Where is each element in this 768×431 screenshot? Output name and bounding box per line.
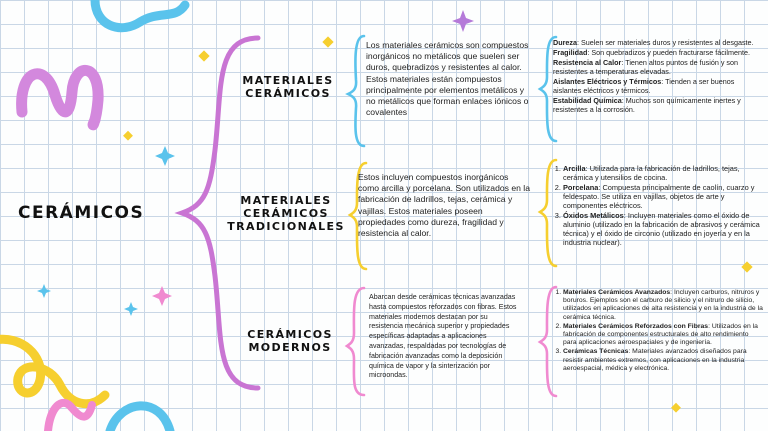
section-title-ceramicos-modernos: CERÁMICOS MODERNOS xyxy=(247,328,333,354)
section-description-2: Estos incluyen compuestos inorgánicos como arcilla y porcelana. Son utilizados en la fabricación de ladrillos, tejas, cerámica y vajillas. Estos materiales poseen propiedades como dureza, fragilidad y resistencia al calor. xyxy=(358,172,530,239)
page-title: CERÁMICOS xyxy=(18,203,145,223)
section-description-1: Los materiales cerámicos son compuestos inorgánicos no metálicos que suelen ser duros, quebradizos y resistentes al calor. Estos materiales están compuestos principalmente por elementos metálicos y no metálicos que forman enlaces iónicos o covalentes xyxy=(366,40,529,118)
detail-item: Resistencia al Calor: Tienen altos puntos de fusión y son resistentes a temperaturas elevadas. xyxy=(553,58,739,77)
blue-swirl-decoration xyxy=(95,0,185,28)
yellow-swirl-decoration xyxy=(0,339,105,403)
bracket-3 xyxy=(347,288,364,395)
bracket-1 xyxy=(348,36,364,146)
detail-item: 2. Materiales Cerámicos Reforzados con Fibras: Utilizados en la fabricación de componentes estructurales de alto rendimiento para aplicaciones aeroespaciales y de ingeniería. xyxy=(563,323,763,348)
section-title-materiales-ceramicos-tradicionales: MATERIALES CERÁMICOS TRADICIONALES xyxy=(227,194,345,233)
detail-item: 3. Óxidos Metálicos: Incluyen materiales como el óxido de aluminio (utilizado en la fabricación de abrasivos y cerámica técnica) y el óxido de circonio (utilizado en joyería y en la industria nuclear). xyxy=(563,211,761,247)
detail-item: Fragilidad: Son quebradizos y pueden fracturarse fácilmente. xyxy=(553,48,750,58)
detail-item: Estabilidad Química: Muchos son químicamente inertes y resistentes a la corrosión. xyxy=(553,96,741,114)
section-description-3: Abarcan desde cerámicas técnicas avanzadas hasta compuestos reforzados con fibras. Estos materiales modernos destacan por su resistencia mecánica superior y propiedades específicas adaptadas a aplicaciones avanzadas, respaldadas por tecnologías de fabricación avanzadas como la deposición química de vapor y la sinterización por microondas. xyxy=(369,293,517,380)
section-title-materiales-ceramicos: MATERIALES CERÁMICOS xyxy=(242,74,334,100)
blue-arc-decoration xyxy=(110,406,170,431)
purple-squiggle-decoration xyxy=(22,70,99,124)
detail-item: Dureza: Suelen ser materiales duros y resistentes al desgaste. xyxy=(553,38,754,47)
section-details-1 xyxy=(553,39,758,116)
detail-item: Aislantes Eléctricos y Térmicos: Tienden a ser buenos aislantes eléctricos y térmicos. xyxy=(553,77,735,96)
detail-item: 1. Arcilla: Utilizada para la fabricación de ladrillos, tejas, cerámica y utensilios de cocina. xyxy=(563,164,761,182)
detail-item: 2. Porcelana: Compuesta principalmente de caolín, cuarzo y feldespato. Se utiliza en vajillas, objetos de arte y componentes eléctricos. xyxy=(563,183,761,210)
section-details-3 xyxy=(553,289,763,374)
detail-item: 3. Cerámicas Técnicas: Materiales avanzados diseñados para resistir ambientes extremos, con aplicaciones en la industria aeroespacial, médica y electrónica. xyxy=(563,348,763,373)
section-details-2 xyxy=(553,164,761,248)
detail-item: 1. Materiales Cerámicos Avanzados: Incluyen carburos, nitruros y boruros. Ejemplos son el carburo de silicio y el nitruro de silicio, utilizados en aplicaciones de alta resistencia y en la industria de la cerámica técnica. xyxy=(563,289,763,322)
